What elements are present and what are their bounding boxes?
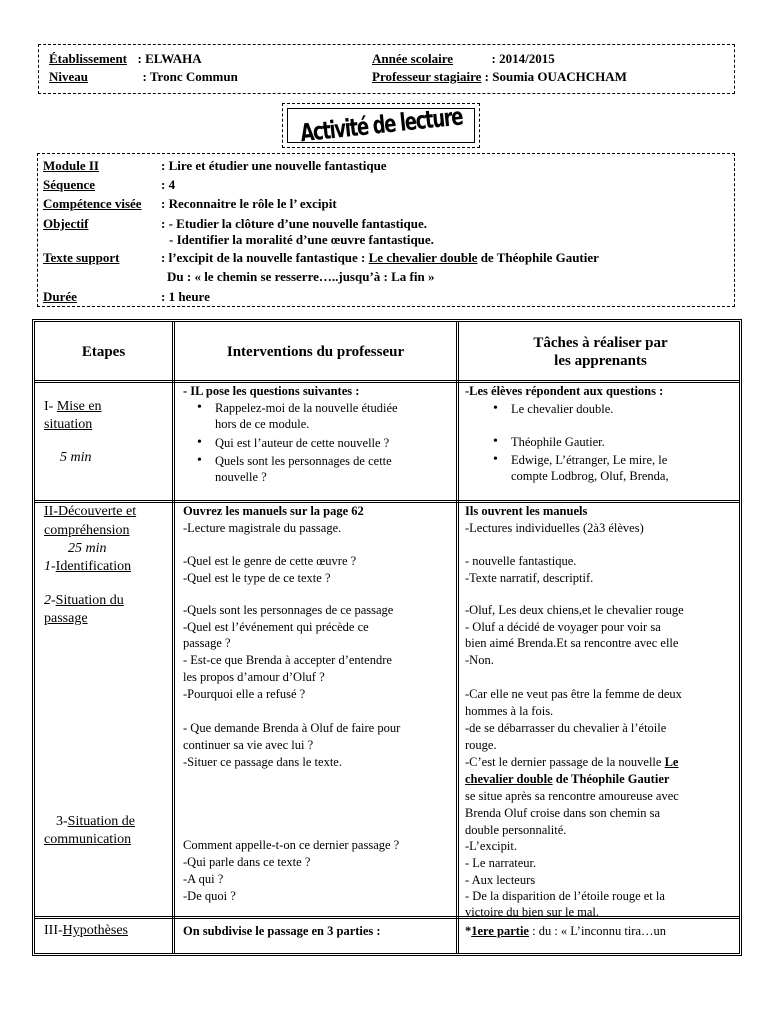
row2-app-cest: -C’est le dernier passage de la nouvelle <box>465 755 662 769</box>
row2-prof-line: -Qui parle dans ce texte ? <box>183 855 311 869</box>
competence-label: Compétence visée <box>43 196 142 211</box>
row1-app-answer-3b: compte Lodbrog, Oluf, Brenda, <box>511 469 669 483</box>
row2-identification <box>44 559 131 575</box>
row2-app-author: de Théophile Gautier <box>555 772 670 786</box>
row-divider-1 <box>35 500 739 503</box>
row2-prof-line: -Quel est l’événement qui précède ce <box>183 620 369 634</box>
row1-etape-num: I- <box>44 399 54 414</box>
row2-app-line: - Oluf a décidé de voyager pour voir sa <box>465 620 661 634</box>
row2-communication-label-1: Situation de <box>67 814 135 829</box>
row3-app-part: 1ere partie <box>471 924 529 938</box>
texte-support-author: de Théophile Gautier <box>480 250 599 265</box>
competence-row <box>43 195 337 212</box>
prof-value: : Soumia OUACHCHAM <box>484 69 627 84</box>
row3-app-rest: : du : « L’inconnu tira…un <box>532 924 667 938</box>
row1-etape <box>44 399 102 415</box>
column-divider-1 <box>172 322 175 953</box>
row1-app-answer-2: • Théophile Gautier. <box>511 434 605 450</box>
row2-prof-line: - Est-ce que Brenda à accepter d’entendre <box>183 653 392 667</box>
competence-value: : Reconnaitre le rôle le l’ excipit <box>161 196 337 211</box>
page-title: Activité de lecture <box>298 102 464 149</box>
row-divider-2 <box>35 916 739 919</box>
row2-app-line: -Non. <box>465 653 494 667</box>
row1-app-intro: -Les élèves répondent aux questions : <box>465 384 664 398</box>
row2-prof-line: - Que demande Brenda à Oluf de faire pour <box>183 721 401 735</box>
row2-app-line: rouge. <box>465 738 497 752</box>
row2-app-title: chevalier double <box>465 772 553 786</box>
lesson-table <box>32 319 742 956</box>
sequence-label: Séquence <box>43 177 95 192</box>
header-taches-line-1: Tâches à réaliser par <box>533 335 668 351</box>
row2-app-line: - nouvelle fantastique. <box>465 554 577 568</box>
title-box <box>282 103 480 148</box>
row2-app-line: - Aux lecteurs <box>465 873 536 887</box>
row2-app-line: -Oluf, Les deux chiens,et le chevalier rouge <box>465 603 684 617</box>
row2-identification-num: 1- <box>44 559 56 574</box>
row1-prof-question-1b: hors de ce module. <box>215 417 310 431</box>
row2-etape-line-2: compréhension <box>44 523 130 538</box>
objectif-value-1: : - Etudier la clôture d’une nouvelle fantastique. <box>161 216 428 231</box>
annee-line <box>372 50 555 67</box>
row2-app-line: -L’excipit. <box>465 839 517 853</box>
niveau-value: : Tronc Commun <box>142 69 238 84</box>
row2-app-line: -de se débarrasser du chevalier à l’étoile <box>465 721 667 735</box>
header-line-1 <box>49 50 202 67</box>
etablissement-value: : ELWAHA <box>137 51 202 66</box>
row1-etape-label-2: situation <box>44 417 93 432</box>
row2-situation-label-1: Situation du <box>55 593 124 608</box>
row2-etape-time: 25 min <box>68 541 107 556</box>
row2-app-line: - Le narrateur. <box>465 856 537 870</box>
header-interventions: Interventions du professeur <box>226 344 405 360</box>
row1-prof-question-2: • Qui est l’auteur de cette nouvelle ? <box>215 435 389 451</box>
header-box <box>38 44 735 94</box>
row3-etape-num: III- <box>44 923 63 938</box>
row2-communication <box>56 814 135 830</box>
row2-app-line: - De la disparition de l’étoile rouge et la <box>465 889 665 903</box>
annee-label: Année scolaire <box>372 51 453 66</box>
sequence-row <box>43 176 175 193</box>
row2-app-line: bien aimé Brenda.Et sa rencontre avec elle <box>465 636 679 650</box>
objectif-row <box>43 215 427 232</box>
texte-support-row <box>43 249 599 266</box>
row2-prof-line: Ouvrez les manuels sur la page 62 <box>183 504 364 518</box>
row2-app-line: double personnalité. <box>465 823 567 837</box>
annee-value: : 2014/2015 <box>491 51 555 66</box>
row2-app-line: -Texte narratif, descriptif. <box>465 571 594 585</box>
row2-app-line: hommes à la fois. <box>465 704 554 718</box>
row1-app-answer-1: • Le chevalier double. <box>511 401 613 417</box>
header-taches <box>459 322 742 382</box>
texte-support-range: Du : « le chemin se resserre…..jusqu’à : La fin » <box>167 269 435 284</box>
row2-prof-line: continuer sa vie avec lui ? <box>183 738 314 752</box>
row2-situation <box>44 593 124 609</box>
module-value: : Lire et étudier une nouvelle fantastique <box>161 158 387 173</box>
row2-situation-num: 2- <box>44 593 56 608</box>
row2-prof-line: -A qui ? <box>183 872 224 886</box>
row3-etape <box>44 923 128 939</box>
duree-row <box>43 288 210 305</box>
row2-app-le: Le <box>664 755 679 769</box>
duree-label: Durée <box>43 289 77 304</box>
row3-prof: On subdivise le passage en 3 parties : <box>183 924 381 938</box>
row2-prof-line: -Situer ce passage dans le texte. <box>183 755 342 769</box>
module-box <box>37 153 735 307</box>
row2-etape-line-1 <box>44 504 136 520</box>
sequence-value: : 4 <box>161 177 176 192</box>
row1-prof-question-3b: nouvelle ? <box>215 470 267 484</box>
row2-app-line: victoire du bien sur le mal. <box>465 905 599 919</box>
row2-communication-num: 3- <box>56 814 68 829</box>
row2-prof-line: les propos d’amour d’Oluf ? <box>183 670 325 684</box>
row3-app <box>465 923 666 939</box>
row2-prof-line: -De quoi ? <box>183 889 236 903</box>
header-taches-line-2: les apprenants <box>554 353 647 369</box>
row3-app-star: * <box>465 924 472 938</box>
row1-prof-intro: - IL pose les questions suivantes : <box>183 384 360 398</box>
row2-app-line: -Car elle ne veut pas être la femme de deux <box>465 687 682 701</box>
objectif-label: Objectif <box>43 216 89 231</box>
row2-etape-decouverte: II-Découverte et <box>44 504 137 519</box>
row1-etape-label-1: Mise en <box>56 399 102 414</box>
row1-etape-time: 5 min <box>60 450 92 465</box>
etablissement-label: Établissement <box>49 51 127 66</box>
texte-support-value: : l’excipit de la nouvelle fantastique : <box>161 250 366 265</box>
row2-prof-line: passage ? <box>183 636 231 650</box>
column-divider-2 <box>456 322 459 953</box>
texte-support-label: Texte support <box>43 250 120 265</box>
row2-prof-line: Comment appelle-t-on ce dernier passage ? <box>183 838 400 852</box>
row2-app-line: Ils ouvrent les manuels <box>465 504 588 518</box>
row2-prof-line: -Pourquoi elle a refusé ? <box>183 687 306 701</box>
module-row <box>43 157 387 174</box>
duree-value: : 1 heure <box>161 289 210 304</box>
row1-prof-question-3a: • Quels sont les personnages de cette <box>215 453 392 469</box>
texte-support-title: Le chevalier double <box>368 250 478 265</box>
row2-app-line: -Lectures individuelles (2à3 élèves) <box>465 521 644 535</box>
row1-app-answer-3a: • Edwige, L’étranger, Le mire, le <box>511 452 667 468</box>
row2-communication-label-2: communication <box>44 832 132 847</box>
row2-situation-label-2: passage <box>44 611 88 626</box>
objectif-value-2: - Identifier la moralité d’une œuvre fantastique. <box>169 232 434 247</box>
prof-line <box>372 68 627 85</box>
row2-prof-line: -Quel est le genre de cette œuvre ? <box>183 554 357 568</box>
title-frame <box>287 102 475 149</box>
row2-prof-line: -Lecture magistrale du passage. <box>183 521 342 535</box>
module-label: Module II <box>43 158 99 173</box>
row2-prof-line: -Quel est le type de ce texte ? <box>183 571 331 585</box>
row2-app-line: Brenda Oluf croise dans son chemin sa <box>465 806 661 820</box>
header-etapes: Etapes <box>81 344 126 360</box>
row1-prof-question-1a: • Rappelez-moi de la nouvelle étudiée <box>215 400 398 416</box>
row2-app-line-cest <box>465 754 678 770</box>
row2-prof-line: -Quels sont les personnages de ce passage <box>183 603 394 617</box>
row3-etape-label: Hypothèses <box>62 923 128 938</box>
row2-identification-label: Identification <box>55 559 132 574</box>
prof-label: Professeur stagiaire <box>372 69 482 84</box>
header-line-2 <box>49 68 238 85</box>
niveau-label: Niveau <box>49 69 88 84</box>
row2-app-line-title <box>465 771 669 787</box>
row2-app-line: se situe après sa rencontre amoureuse avec <box>465 789 679 803</box>
